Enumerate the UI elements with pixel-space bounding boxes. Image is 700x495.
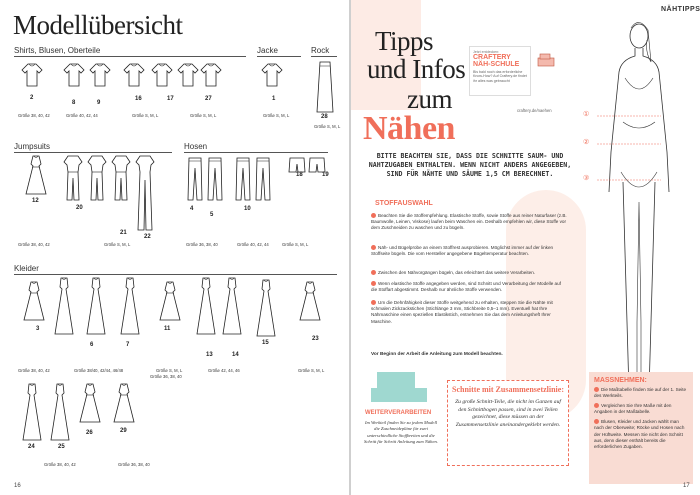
size-label: Größe 36, 38, 40 (118, 462, 150, 467)
right-page (351, 0, 700, 495)
garment-8 (64, 64, 86, 94)
sewing-machine-illustration-icon (369, 368, 429, 408)
stoffauswahl-heading: STOFFAUSWAHL (375, 200, 433, 207)
garment-16 (124, 64, 146, 94)
left-page (0, 0, 349, 495)
garment-4 (188, 158, 204, 202)
garment-14b (256, 280, 278, 338)
bullet-text: Näh- und Bügelprobe an einem Stoffrest ausprobieren. Möglichst immer auf der linken Stoffseite bügeln. Die vom Hersteller angegebene Bügeltemperatur beachten. (371, 245, 554, 257)
size-label: Größe 38, 40, 42 (18, 242, 50, 247)
divider (14, 56, 246, 57)
section-rock: Rock (311, 46, 330, 55)
credit: craftery.de/naehen (517, 108, 552, 113)
bullet-dot (594, 387, 599, 392)
garment-23 (300, 282, 322, 324)
badge-small: Jetzt entdecken: (473, 50, 500, 54)
size-label: Größe S, M, L (314, 124, 341, 129)
size-label: Größe 42, 44, 46 (208, 368, 240, 373)
model-number: 3 (36, 326, 40, 332)
size-label: Größe S, M, L (298, 368, 325, 373)
bullet-dot (594, 419, 599, 424)
header-tag: NÄHTIPPS (661, 6, 700, 13)
badge (469, 46, 531, 96)
massnehmen-item (594, 419, 688, 451)
model-number: 26 (86, 430, 93, 436)
divider (257, 56, 301, 57)
model-number: 22 (144, 234, 151, 240)
divider (14, 152, 172, 153)
divider (311, 56, 337, 57)
garment-25 (50, 384, 72, 442)
bullet-2 (371, 245, 567, 257)
sewing-machine-icon (537, 52, 557, 70)
bullet-text: Um die Dehnfähigkeit dieser Stoffe weitgehend zu erhalten, steppen Sie die Nähte mit schmalen Zickzackstichen (Stichlänge 3 mm, Stichbreite 0,5–1 mm). Eventuell hat Ihre Nähmaschine einen speziellen Elastikstich, entnehmen Sie das dem Anleitungsheft Ihrer Maschine. (371, 300, 553, 324)
schnitte-title: Schnitte mit Zusammensetzlinie: (452, 385, 564, 394)
garment-29 (114, 384, 136, 424)
model-number: 12 (32, 198, 39, 204)
model-number: 17 (167, 96, 174, 102)
model-number: 10 (244, 206, 251, 212)
model-number: 13 (206, 352, 213, 358)
size-label: Größe 38, 40, 42 (18, 368, 50, 373)
model-number: 27 (205, 96, 212, 102)
size-label: Größe S, M, L (104, 242, 131, 247)
massnehmen-item (594, 403, 688, 416)
size-label: Größe S, M, L (190, 113, 217, 118)
model-number: 29 (120, 428, 127, 434)
model-number: 9 (97, 100, 101, 106)
garment-27 (201, 64, 223, 94)
size-label: Größe S, M, L (156, 368, 183, 373)
size-label: Größe S, M, L (282, 242, 309, 247)
garment-5 (208, 158, 224, 202)
title-line2: und Infos (367, 54, 466, 84)
weiter-text: Im Werkteil finden Sie zu jedem Modell die Zuschneidepläne für zwei unterschiedliche Stoffbreiten und die Schritt für Schritt Anleitung zum Nähen. (364, 420, 438, 445)
bullet-1 (371, 213, 567, 232)
before-note: Vor Beginn der Arbeit die Anleitung zum Modell beachten. (371, 352, 503, 357)
garment-2 (22, 64, 44, 88)
garment-13 (196, 278, 218, 336)
garment-11 (160, 282, 182, 324)
model-number: 25 (58, 444, 65, 450)
badge-text: Bis bald noch das erforderliche Know-How? Auf Craftery.de findet ihr alles was gebraucht (473, 70, 527, 83)
model-number: 19 (322, 172, 329, 178)
weiter-title: WEITERVERARBEITEN (365, 410, 432, 416)
size-label: Größe 40, 42, 44 (66, 113, 98, 118)
size-label: Größe 38, 40, 42 (18, 113, 50, 118)
massnehmen-item-text: Vergleichen Sie Ihre Maße mit den Angaben in der Maßtabelle. (594, 402, 672, 415)
garment-20 (64, 156, 84, 202)
bullet-4 (371, 281, 567, 293)
bullet-dot (371, 245, 376, 250)
section-kleider: Kleider (14, 264, 39, 273)
garment-21 (112, 156, 132, 202)
garment-22 (136, 156, 156, 232)
model-number: 16 (135, 96, 142, 102)
figure-label-3: ③ (583, 175, 590, 182)
divider (184, 152, 328, 153)
garment-16b (152, 64, 174, 94)
page-title: Modellübersicht (13, 10, 183, 40)
model-number: 5 (210, 212, 214, 218)
title-line4: Nähen (363, 110, 455, 147)
section-hosen: Hosen (184, 142, 208, 151)
model-number: 20 (76, 205, 83, 211)
bullet-dot (371, 281, 376, 286)
garment-1 (262, 64, 284, 94)
schnitte-box (447, 380, 569, 466)
section-shirts: Shirts, Blusen, Oberteile (14, 46, 101, 55)
model-number: 8 (72, 100, 76, 106)
page-number: 17 (683, 483, 690, 489)
divider (14, 274, 337, 275)
bullet-text: Zwischen den Nähvorgängen bügeln, das erleichtert das weitere Verarbeiten. (378, 270, 536, 275)
figure-label-1: ① (583, 111, 590, 118)
size-label: Größe 36, 38, 40 (150, 374, 182, 379)
model-number: 11 (164, 326, 171, 332)
model-number: 24 (28, 444, 35, 450)
garment-12 (26, 156, 48, 196)
garment-26 (80, 384, 102, 426)
bullet-dot (371, 300, 376, 305)
size-label: Größe S, M, L (132, 113, 159, 118)
garment-17 (178, 64, 200, 94)
page-number: 16 (14, 483, 21, 489)
garment-24 (22, 384, 44, 442)
garment-7 (86, 278, 108, 336)
model-number: 28 (321, 114, 328, 120)
model-number: 21 (120, 230, 127, 236)
garment-10 (236, 158, 252, 202)
garment-3 (24, 282, 46, 324)
bullet-dot (594, 403, 599, 408)
massnehmen-item-text: Die Maßtabelle finden Sie auf der 1. Seite des Werkteils. (594, 387, 687, 399)
bullet-text: Wenn elastische Stoffe angegeben werden, sind Schnitt und Verarbeitung der Modelle auf die Stoffart abgestimmt. Deshalb nur ähnliche Stoffe verwenden. (371, 281, 561, 293)
title-line1: Tipps (375, 26, 434, 56)
size-label: Größe 36, 38, 40 (186, 242, 218, 247)
bullet-text: Beachten Sie die Stoffempfehlung. Elastische Stoffe, sowie Stoffe aus reiner Naturfaser (z.B. Baumwolle, Leinen, Viskose) laufen beim Waschen ein. Deshalb empfehlen wir, diese Stoffe vor dem Zuschneiden zu waschen und zu bügeln. (371, 213, 567, 231)
model-number: 7 (126, 342, 130, 348)
bullet-5 (371, 300, 567, 325)
massnehmen-title: MASSNEHMEN: (594, 377, 647, 384)
model-number: 23 (312, 336, 319, 342)
model-number: 2 (30, 95, 34, 101)
badge-title: CRAFTERY NÄH-SCHULE (473, 54, 520, 68)
garment-20b (88, 156, 108, 202)
model-number: 1 (272, 96, 276, 102)
figure-label-2: ② (583, 139, 590, 146)
garment-9 (90, 64, 112, 94)
garment-7b (120, 278, 142, 336)
size-label: Größe 38/40, 42/44, 46/48 (74, 368, 124, 373)
massnehmen-item-text: Blusen, Kleider und Jacken wählt man nach der Oberweite; Röcke und Hosen nach der Hüftweite. Messen Sie nicht den Schnitt aus, denn dieser enthält bereits die erforderlichen Zugaben. (594, 418, 685, 450)
model-number: 6 (90, 342, 94, 348)
title-line3: zum (407, 84, 452, 114)
model-number: 15 (262, 340, 269, 346)
massnehmen-item (594, 387, 688, 400)
intro-text: BITTE BEACHTEN SIE, DASS DIE SCHNITTE SAUM- UND NAHTZUGABEN ENTHALTEN. WENN NICHT ANDERS ANGEGEBEN, SIND FÜR NÄHTE UND SÄUME 1,5 CM BERECHNET. (368, 152, 572, 178)
section-jumpsuits: Jumpsuits (14, 142, 51, 151)
size-label: Größe S, M, L (263, 113, 290, 118)
model-number: 4 (190, 206, 194, 212)
section-jacke: Jacke (257, 46, 278, 55)
model-number: 14 (232, 352, 239, 358)
garment-28 (317, 62, 337, 114)
garment-10b (256, 158, 272, 202)
bullet-dot (371, 270, 376, 275)
bullet-dot (371, 213, 376, 218)
bullet-3 (371, 270, 567, 276)
garment-14 (222, 278, 244, 336)
model-number: 18 (296, 172, 303, 178)
garment-6 (54, 278, 76, 336)
massnehmen-panel (589, 372, 693, 484)
schnitte-text: Zu große Schnitt-Teile, die nicht im Ganzen auf den Schnittbogen passen, sind in zwei Teilen gezeichnet, diese müssen an der Zusammensetzlinie aneinandergeklebt werden. (455, 398, 561, 429)
size-label: Größe 40, 42, 44 (237, 242, 269, 247)
size-label: Größe 38, 40, 42 (44, 462, 76, 467)
